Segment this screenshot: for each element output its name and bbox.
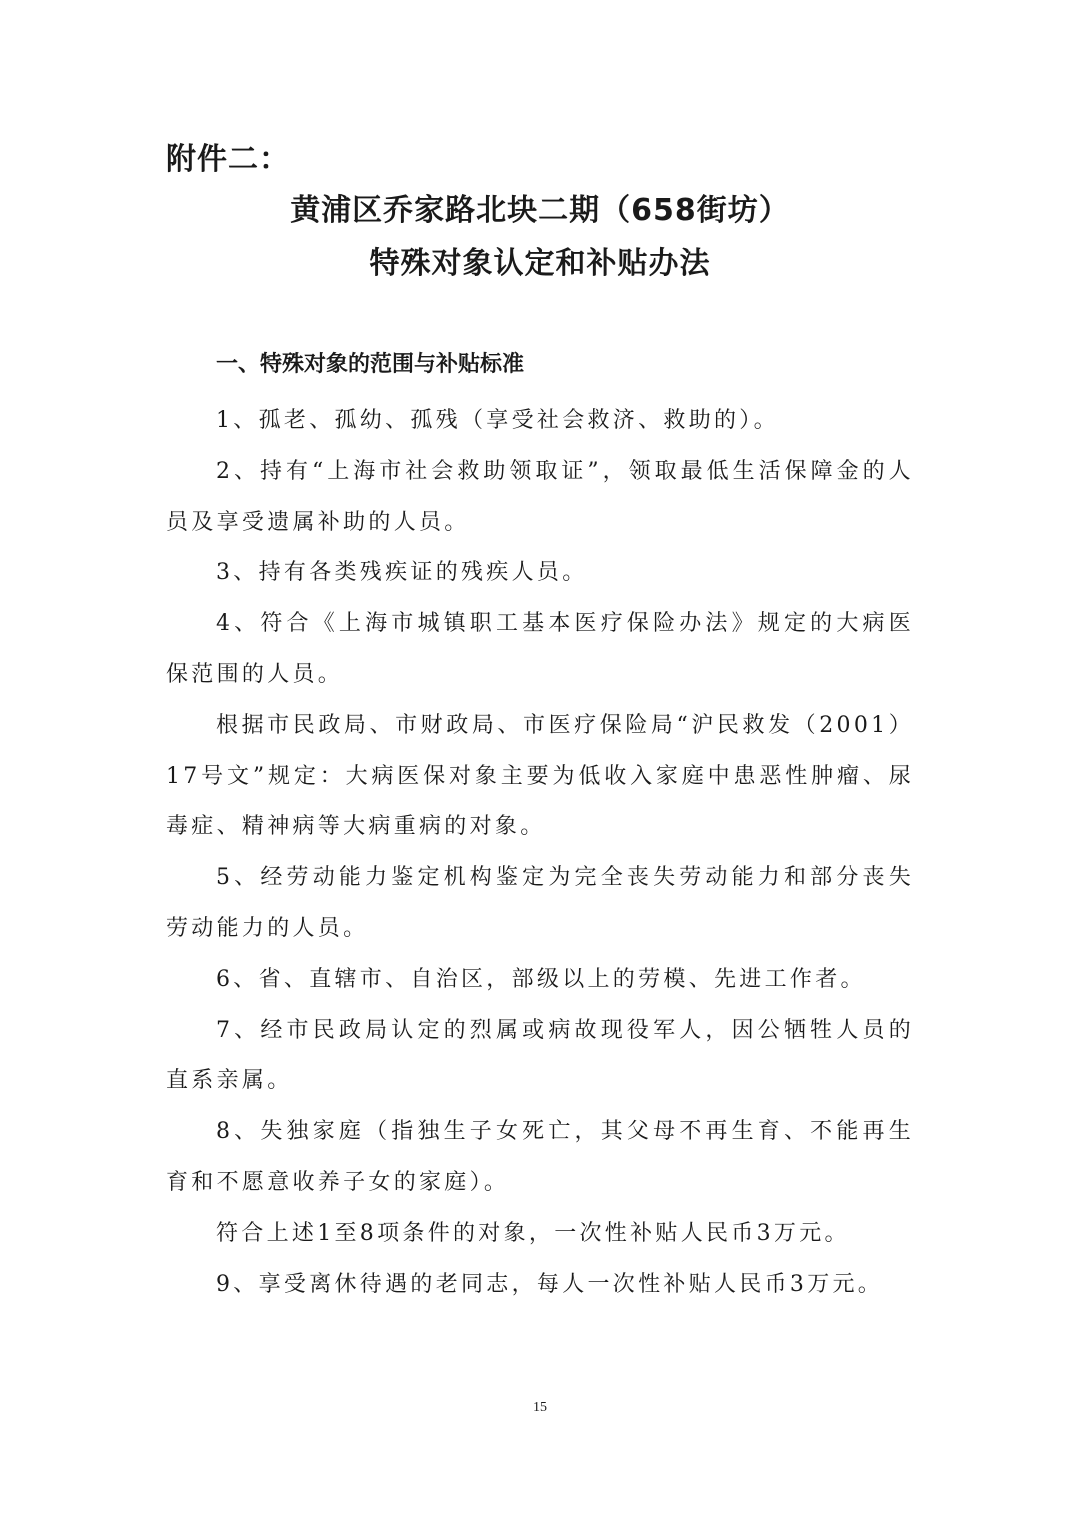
paragraph-item-3: 3、持有各类残疾证的残疾人员。 <box>216 560 588 586</box>
document-body <box>166 396 914 1310</box>
section-heading: 一、特殊对象的范围与补贴标准 <box>216 352 525 377</box>
paragraph-item-1: 1、孤老、孤幼、孤残（享受社会救济、救助的）。 <box>216 408 779 433</box>
document-title-line-2: 特殊对象认定和补贴办法 <box>369 246 711 281</box>
document-title-line-1: 黄浦区乔家路北块二期（658街坊） <box>290 193 790 228</box>
attachment-label: 附件二： <box>166 142 290 177</box>
paragraph-item-5: 5、经劳动能力鉴定机构鉴定为完全丧失劳动能力和部分丧失劳动能力的人员。 <box>166 865 914 941</box>
paragraph-item-8: 8、失独家庭（指独生子女死亡，其父母不再生育、不能再生育和不愿意收养子女的家庭）。 <box>166 1119 914 1195</box>
paragraph-item-4-note: 根据市民政局、市财政局、市医疗保险局“沪民救发（2001）17号文”规定：大病医保对象主要为低收入家庭中患恶性肿瘤、尿毒症、精神病等大病重病的对象。 <box>166 712 914 840</box>
page-number: 15 <box>533 1400 547 1415</box>
paragraph-item-9: 9、享受离休待遇的老同志，每人一次性补贴人民币3万元。 <box>216 1271 884 1297</box>
paragraph-item-6: 6、省、直辖市、自治区，部级以上的劳模、先进工作者。 <box>216 966 866 992</box>
paragraph-item-7: 7、经市民政局认定的烈属或病故现役军人，因公牺牲人员的直系亲属。 <box>166 1017 914 1094</box>
paragraph-subsidy-summary: 符合上述1至8项条件的对象，一次性补贴人民币3万元。 <box>216 1220 850 1246</box>
paragraph-item-4: 4、符合《上海市城镇职工基本医疗保险办法》规定的大病医保范围的人员。 <box>166 611 914 687</box>
paragraph-item-2: 2、持有“上海市社会救助领取证”，领取最低生活保障金的人员及享受遗属补助的人员。 <box>166 458 914 535</box>
